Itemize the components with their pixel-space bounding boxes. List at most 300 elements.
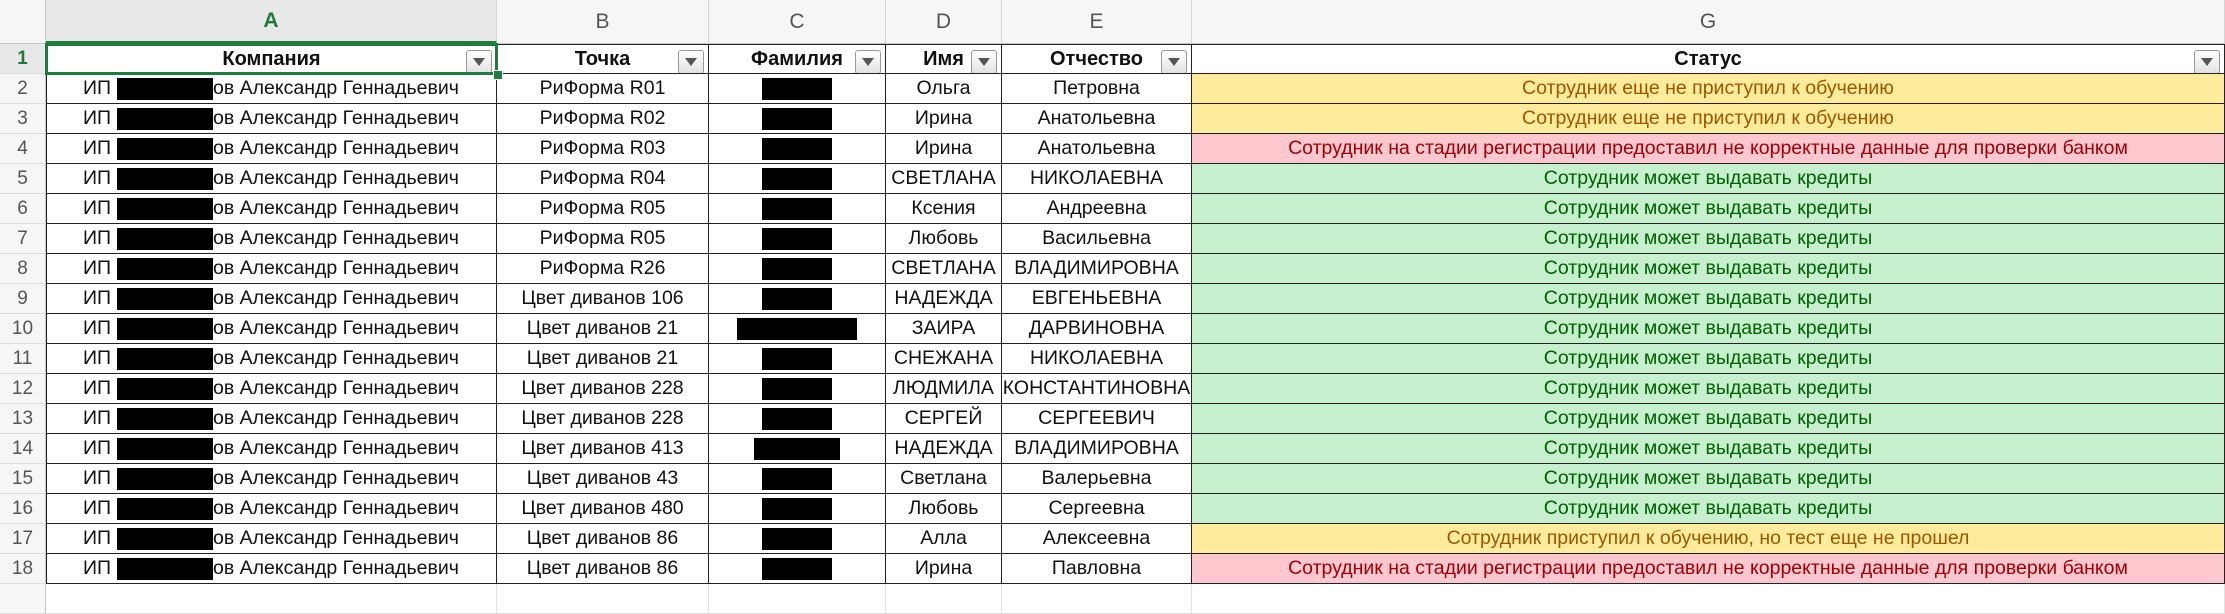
name-value: Любовь <box>908 497 979 519</box>
company-suffix: ов Александр Геннадьевич <box>213 257 459 279</box>
column-header-g[interactable]: G <box>1192 0 2225 44</box>
name-cell[interactable] <box>886 104 1002 134</box>
company-cell[interactable] <box>46 74 497 104</box>
status-value: Сотрудник может выдавать кредиты <box>1543 317 1873 339</box>
patronymic-cell[interactable] <box>1002 104 1192 134</box>
company-cell[interactable] <box>46 104 497 134</box>
row-header[interactable]: 10 <box>0 314 46 344</box>
surname-cell[interactable] <box>709 314 886 344</box>
redacted-block <box>117 318 213 340</box>
company-suffix: ов Александр Геннадьевич <box>213 407 459 429</box>
status-cell[interactable] <box>1192 344 2225 374</box>
status-cell[interactable] <box>1192 104 2225 134</box>
point-cell[interactable] <box>497 494 709 524</box>
surname-cell[interactable] <box>709 254 886 284</box>
company-suffix: ов Александр Геннадьевич <box>213 77 459 99</box>
name-cell[interactable] <box>886 404 1002 434</box>
redacted-block <box>117 138 213 160</box>
company-prefix: ИП <box>83 527 112 549</box>
point-value: Цвет диванов 86 <box>526 557 679 579</box>
status-cell[interactable] <box>1192 194 2225 224</box>
table-row <box>46 104 2225 134</box>
company-cell[interactable] <box>46 164 497 194</box>
name-value: Светлана <box>900 467 987 489</box>
row-header[interactable]: 6 <box>0 194 46 224</box>
name-cell[interactable] <box>886 464 1002 494</box>
status-cell[interactable] <box>1192 74 2225 104</box>
header-status[interactable] <box>1192 44 2225 74</box>
point-value: Цвет диванов 228 <box>521 407 684 429</box>
patronymic-value: Валерьевна <box>1041 467 1152 489</box>
redacted-block <box>117 528 213 550</box>
patronymic-value: НИКОЛАЕВНА <box>1029 167 1164 189</box>
surname-cell[interactable] <box>709 104 886 134</box>
status-cell[interactable] <box>1192 554 2225 584</box>
name-value: СВЕТЛАНА <box>891 257 996 279</box>
point-cell[interactable] <box>497 254 709 284</box>
company-cell[interactable] <box>46 314 497 344</box>
row-header[interactable]: 7 <box>0 224 46 254</box>
column-header-c[interactable]: C <box>709 0 886 44</box>
point-value: Цвет диванов 86 <box>526 527 679 549</box>
point-cell[interactable] <box>497 104 709 134</box>
name-cell[interactable] <box>886 284 1002 314</box>
row-header[interactable] <box>0 584 46 614</box>
patronymic-value: ВЛАДИМИРОВНА <box>1014 437 1179 459</box>
table-row <box>46 494 2225 524</box>
row-header[interactable]: 8 <box>0 254 46 284</box>
redacted-block <box>762 138 832 160</box>
row-header[interactable]: 13 <box>0 404 46 434</box>
name-value: Ксения <box>911 197 976 219</box>
header-name-label: Имя <box>923 47 964 70</box>
point-cell[interactable] <box>497 164 709 194</box>
row-header[interactable]: 5 <box>0 164 46 194</box>
patronymic-value: Петровна <box>1053 77 1140 99</box>
empty-cell[interactable] <box>46 584 497 614</box>
table-row <box>46 554 2225 584</box>
name-cell[interactable] <box>886 434 1002 464</box>
point-value: РиФорма R05 <box>539 227 666 249</box>
company-prefix: ИП <box>83 467 112 489</box>
fill-handle[interactable] <box>493 70 503 80</box>
company-cell[interactable] <box>46 464 497 494</box>
name-value: Ольга <box>916 77 971 99</box>
status-cell[interactable] <box>1192 134 2225 164</box>
redacted-block <box>117 228 213 250</box>
patronymic-cell[interactable] <box>1002 74 1192 104</box>
surname-cell[interactable] <box>709 404 886 434</box>
redacted-block <box>762 198 832 220</box>
empty-cell[interactable] <box>1192 584 2225 614</box>
redacted-block <box>117 348 213 370</box>
point-cell[interactable] <box>497 194 709 224</box>
company-suffix: ов Александр Геннадьевич <box>213 137 459 159</box>
company-prefix: ИП <box>83 347 112 369</box>
surname-cell[interactable] <box>709 434 886 464</box>
redacted-block <box>762 108 832 130</box>
name-cell[interactable] <box>886 164 1002 194</box>
name-value: Алла <box>920 527 967 549</box>
redacted-block <box>754 438 840 460</box>
header-patronymic[interactable] <box>1002 44 1192 74</box>
empty-cell[interactable] <box>497 584 709 614</box>
point-value: РиФорма R02 <box>539 107 666 129</box>
table-row <box>46 344 2225 374</box>
table-row <box>46 164 2225 194</box>
status-value: Сотрудник может выдавать кредиты <box>1543 197 1873 219</box>
patronymic-cell[interactable] <box>1002 404 1192 434</box>
surname-cell[interactable] <box>709 284 886 314</box>
patronymic-cell[interactable] <box>1002 464 1192 494</box>
status-value: Сотрудник может выдавать кредиты <box>1543 437 1873 459</box>
filter-dropdown-icon[interactable] <box>678 50 704 74</box>
patronymic-value: ВЛАДИМИРОВНА <box>1014 257 1179 279</box>
filter-dropdown-icon[interactable] <box>1161 50 1187 74</box>
patronymic-cell[interactable] <box>1002 314 1192 344</box>
company-prefix: ИП <box>83 137 112 159</box>
row-header[interactable]: 3 <box>0 104 46 134</box>
company-suffix: ов Александр Геннадьевич <box>213 227 459 249</box>
table-row <box>46 524 2225 554</box>
patronymic-value: Алексеевна <box>1042 527 1151 549</box>
point-value: РиФорма R26 <box>539 257 666 279</box>
empty-cell[interactable] <box>886 584 1002 614</box>
redacted-block <box>117 438 213 460</box>
patronymic-value: Сергеевна <box>1048 497 1145 519</box>
status-value: Сотрудник приступил к обучению, но тест еще не прошел <box>1446 527 1970 549</box>
status-value: Сотрудник на стадии регистрации предоставил не корректные данные для проверки банком <box>1288 137 2128 159</box>
name-value: ЗАИРА <box>911 317 976 339</box>
patronymic-cell[interactable] <box>1002 224 1192 254</box>
status-value: Сотрудник может выдавать кредиты <box>1543 287 1873 309</box>
redacted-block <box>117 198 213 220</box>
company-suffix: ов Александр Геннадьевич <box>213 557 459 579</box>
table-row <box>46 74 2225 104</box>
surname-cell[interactable] <box>709 464 886 494</box>
point-cell[interactable] <box>497 554 709 584</box>
table-row <box>46 134 2225 164</box>
company-prefix: ИП <box>83 197 112 219</box>
patronymic-value: ДАРВИНОВНА <box>1028 317 1165 339</box>
empty-cell[interactable] <box>1002 584 1192 614</box>
table-header-row <box>46 44 2225 74</box>
header-surname-label: Фамилия <box>751 47 843 70</box>
status-cell[interactable] <box>1192 224 2225 254</box>
name-value: СВЕТЛАНА <box>891 167 996 189</box>
filter-dropdown-icon[interactable] <box>2194 50 2220 74</box>
header-company-label: Компания <box>222 47 321 70</box>
status-value: Сотрудник может выдавать кредиты <box>1543 467 1873 489</box>
status-cell[interactable] <box>1192 524 2225 554</box>
status-cell[interactable] <box>1192 164 2225 194</box>
company-cell[interactable] <box>46 434 497 464</box>
point-value: РиФорма R05 <box>539 197 666 219</box>
filter-dropdown-icon[interactable] <box>971 50 997 74</box>
redacted-block <box>762 78 832 100</box>
point-cell[interactable] <box>497 284 709 314</box>
name-value: Любовь <box>908 227 979 249</box>
company-prefix: ИП <box>83 227 112 249</box>
patronymic-cell[interactable] <box>1002 284 1192 314</box>
column-header-b[interactable]: B <box>497 0 709 44</box>
name-value: НАДЕЖДА <box>894 287 993 309</box>
name-value: ЛЮДМИЛА <box>893 377 994 399</box>
row-header[interactable]: 12 <box>0 374 46 404</box>
patronymic-value: СЕРГЕЕВИЧ <box>1038 407 1155 429</box>
status-cell[interactable] <box>1192 284 2225 314</box>
filter-dropdown-icon[interactable] <box>855 50 881 74</box>
row-header[interactable]: 4 <box>0 134 46 164</box>
status-cell[interactable] <box>1192 374 2225 404</box>
point-cell[interactable] <box>497 524 709 554</box>
redacted-block <box>762 168 832 190</box>
company-cell[interactable] <box>46 134 497 164</box>
company-cell[interactable] <box>46 254 497 284</box>
surname-cell[interactable] <box>709 194 886 224</box>
header-surname[interactable] <box>709 44 886 74</box>
redacted-block <box>762 348 832 370</box>
patronymic-cell[interactable] <box>1002 194 1192 224</box>
status-cell[interactable] <box>1192 494 2225 524</box>
patronymic-cell[interactable] <box>1002 524 1192 554</box>
patronymic-cell[interactable] <box>1002 374 1192 404</box>
header-name[interactable] <box>886 44 1002 74</box>
company-prefix: ИП <box>83 557 112 579</box>
point-cell[interactable] <box>497 314 709 344</box>
company-cell[interactable] <box>46 374 497 404</box>
redacted-block <box>117 558 213 580</box>
header-point[interactable] <box>497 44 709 74</box>
point-cell[interactable] <box>497 374 709 404</box>
row-header[interactable]: 14 <box>0 434 46 464</box>
point-value: РиФорма R04 <box>539 167 666 189</box>
redacted-block <box>117 408 213 430</box>
name-cell[interactable] <box>886 314 1002 344</box>
select-all-corner[interactable] <box>0 0 46 44</box>
redacted-block <box>762 228 832 250</box>
status-cell[interactable] <box>1192 434 2225 464</box>
point-value: РиФорма R03 <box>539 137 666 159</box>
patronymic-value: НИКОЛАЕВНА <box>1029 347 1164 369</box>
name-value: Ирина <box>914 557 973 579</box>
point-value: РиФорма R01 <box>539 77 666 99</box>
point-cell[interactable] <box>497 224 709 254</box>
company-suffix: ов Александр Геннадьевич <box>213 107 459 129</box>
name-cell[interactable] <box>886 524 1002 554</box>
company-prefix: ИП <box>83 287 112 309</box>
patronymic-value: Павловна <box>1051 557 1142 579</box>
surname-cell[interactable] <box>709 374 886 404</box>
status-value: Сотрудник может выдавать кредиты <box>1543 497 1873 519</box>
column-header-d[interactable]: D <box>886 0 1002 44</box>
status-value: Сотрудник может выдавать кредиты <box>1543 227 1873 249</box>
patronymic-value: ЕВГЕНЬЕВНА <box>1031 287 1162 309</box>
company-cell[interactable] <box>46 224 497 254</box>
surname-cell[interactable] <box>709 134 886 164</box>
header-patronymic-label: Отчество <box>1050 47 1143 70</box>
name-value: СНЕЖАНА <box>893 347 994 369</box>
company-prefix: ИП <box>83 77 112 99</box>
patronymic-value: Васильевна <box>1042 227 1151 249</box>
company-prefix: ИП <box>83 107 112 129</box>
company-prefix: ИП <box>83 377 112 399</box>
name-value: Ирина <box>914 137 973 159</box>
patronymic-cell[interactable] <box>1002 164 1192 194</box>
redacted-block <box>762 408 832 430</box>
surname-cell[interactable] <box>709 74 886 104</box>
point-value: Цвет диванов 480 <box>521 497 684 519</box>
name-value: НАДЕЖДА <box>894 437 993 459</box>
patronymic-value: Андреевна <box>1046 197 1147 219</box>
name-value: Ирина <box>914 107 973 129</box>
patronymic-cell[interactable] <box>1002 554 1192 584</box>
redacted-block <box>117 78 213 100</box>
company-cell[interactable] <box>46 554 497 584</box>
status-value: Сотрудник может выдавать кредиты <box>1543 377 1873 399</box>
company-suffix: ов Александр Геннадьевич <box>213 467 459 489</box>
status-value: Сотрудник может выдавать кредиты <box>1543 347 1873 369</box>
surname-cell[interactable] <box>709 554 886 584</box>
row-header[interactable]: 16 <box>0 494 46 524</box>
company-prefix: ИП <box>83 167 112 189</box>
company-suffix: ов Александр Геннадьевич <box>213 527 459 549</box>
company-suffix: ов Александр Геннадьевич <box>213 197 459 219</box>
company-suffix: ов Александр Геннадьевич <box>213 347 459 369</box>
surname-cell[interactable] <box>709 344 886 374</box>
point-cell[interactable] <box>497 344 709 374</box>
point-value: Цвет диванов 21 <box>526 347 679 369</box>
table-row <box>46 434 2225 464</box>
empty-cell[interactable] <box>709 584 886 614</box>
table-row <box>46 194 2225 224</box>
redacted-block <box>762 288 832 310</box>
redacted-block <box>762 258 832 280</box>
redacted-block <box>762 558 832 580</box>
table-row <box>46 224 2225 254</box>
header-company[interactable] <box>46 44 497 74</box>
patronymic-cell[interactable] <box>1002 134 1192 164</box>
row-header[interactable]: 18 <box>0 554 46 584</box>
patronymic-cell[interactable] <box>1002 434 1192 464</box>
name-cell[interactable] <box>886 344 1002 374</box>
redacted-block <box>117 498 213 520</box>
status-cell[interactable] <box>1192 404 2225 434</box>
company-prefix: ИП <box>83 497 112 519</box>
company-cell[interactable] <box>46 524 497 554</box>
status-value: Сотрудник может выдавать кредиты <box>1543 257 1873 279</box>
redacted-block <box>117 258 213 280</box>
company-cell[interactable] <box>46 194 497 224</box>
company-cell[interactable] <box>46 344 497 374</box>
table-row <box>46 464 2225 494</box>
filter-dropdown-icon[interactable] <box>466 50 492 74</box>
company-cell[interactable] <box>46 404 497 434</box>
company-suffix: ов Александр Геннадьевич <box>213 437 459 459</box>
patronymic-value: Анатольевна <box>1037 137 1156 159</box>
redacted-block <box>117 288 213 310</box>
redacted-block <box>737 318 857 340</box>
name-cell[interactable] <box>886 254 1002 284</box>
point-value: Цвет диванов 21 <box>526 317 679 339</box>
name-cell[interactable] <box>886 194 1002 224</box>
row-header[interactable]: 17 <box>0 524 46 554</box>
table-row <box>46 254 2225 284</box>
point-cell[interactable] <box>497 464 709 494</box>
table-row <box>46 284 2225 314</box>
point-value: Цвет диванов 228 <box>521 377 684 399</box>
name-cell[interactable] <box>886 74 1002 104</box>
patronymic-value: КОНСТАНТИНОВНА <box>1002 377 1191 399</box>
company-suffix: ов Александр Геннадьевич <box>213 167 459 189</box>
point-value: Цвет диванов 43 <box>526 467 679 489</box>
point-value: Цвет диванов 413 <box>521 437 684 459</box>
company-prefix: ИП <box>83 407 112 429</box>
surname-cell[interactable] <box>709 224 886 254</box>
row-header[interactable]: 2 <box>0 74 46 104</box>
status-cell[interactable] <box>1192 464 2225 494</box>
redacted-block <box>762 378 832 400</box>
surname-cell[interactable] <box>709 524 886 554</box>
company-suffix: ов Александр Геннадьевич <box>213 377 459 399</box>
patronymic-cell[interactable] <box>1002 254 1192 284</box>
row-header[interactable]: 9 <box>0 284 46 314</box>
point-cell[interactable] <box>497 74 709 104</box>
row-header[interactable]: 11 <box>0 344 46 374</box>
name-cell[interactable] <box>886 224 1002 254</box>
status-cell[interactable] <box>1192 314 2225 344</box>
row-header[interactable]: 15 <box>0 464 46 494</box>
redacted-block <box>762 498 832 520</box>
name-cell[interactable] <box>886 374 1002 404</box>
company-cell[interactable] <box>46 494 497 524</box>
company-suffix: ов Александр Геннадьевич <box>213 317 459 339</box>
patronymic-value: Анатольевна <box>1037 107 1156 129</box>
column-header-a[interactable]: A <box>46 0 497 44</box>
status-value: Сотрудник на стадии регистрации предоставил не корректные данные для проверки банком <box>1288 557 2128 579</box>
status-value: Сотрудник может выдавать кредиты <box>1543 167 1873 189</box>
redacted-block <box>762 468 832 490</box>
patronymic-cell[interactable] <box>1002 494 1192 524</box>
redacted-block <box>762 528 832 550</box>
name-cell[interactable] <box>886 554 1002 584</box>
redacted-block <box>117 168 213 190</box>
status-cell[interactable] <box>1192 254 2225 284</box>
surname-cell[interactable] <box>709 494 886 524</box>
company-prefix: ИП <box>83 317 112 339</box>
redacted-block <box>117 378 213 400</box>
redacted-block <box>117 468 213 490</box>
status-value: Сотрудник еще не приступил к обучению <box>1522 77 1894 99</box>
surname-cell[interactable] <box>709 164 886 194</box>
name-cell[interactable] <box>886 134 1002 164</box>
row-header[interactable]: 1 <box>0 44 46 74</box>
table-row <box>46 404 2225 434</box>
point-cell[interactable] <box>497 134 709 164</box>
name-cell[interactable] <box>886 494 1002 524</box>
company-prefix: ИП <box>83 437 112 459</box>
patronymic-cell[interactable] <box>1002 344 1192 374</box>
column-header-e[interactable]: E <box>1002 0 1192 44</box>
status-value: Сотрудник еще не приступил к обучению <box>1522 107 1894 129</box>
table-row <box>46 314 2225 344</box>
header-status-label: Статус <box>1674 47 1742 70</box>
point-cell[interactable] <box>497 434 709 464</box>
point-cell[interactable] <box>497 404 709 434</box>
company-cell[interactable] <box>46 284 497 314</box>
company-suffix: ов Александр Геннадьевич <box>213 287 459 309</box>
company-suffix: ов Александр Геннадьевич <box>213 497 459 519</box>
